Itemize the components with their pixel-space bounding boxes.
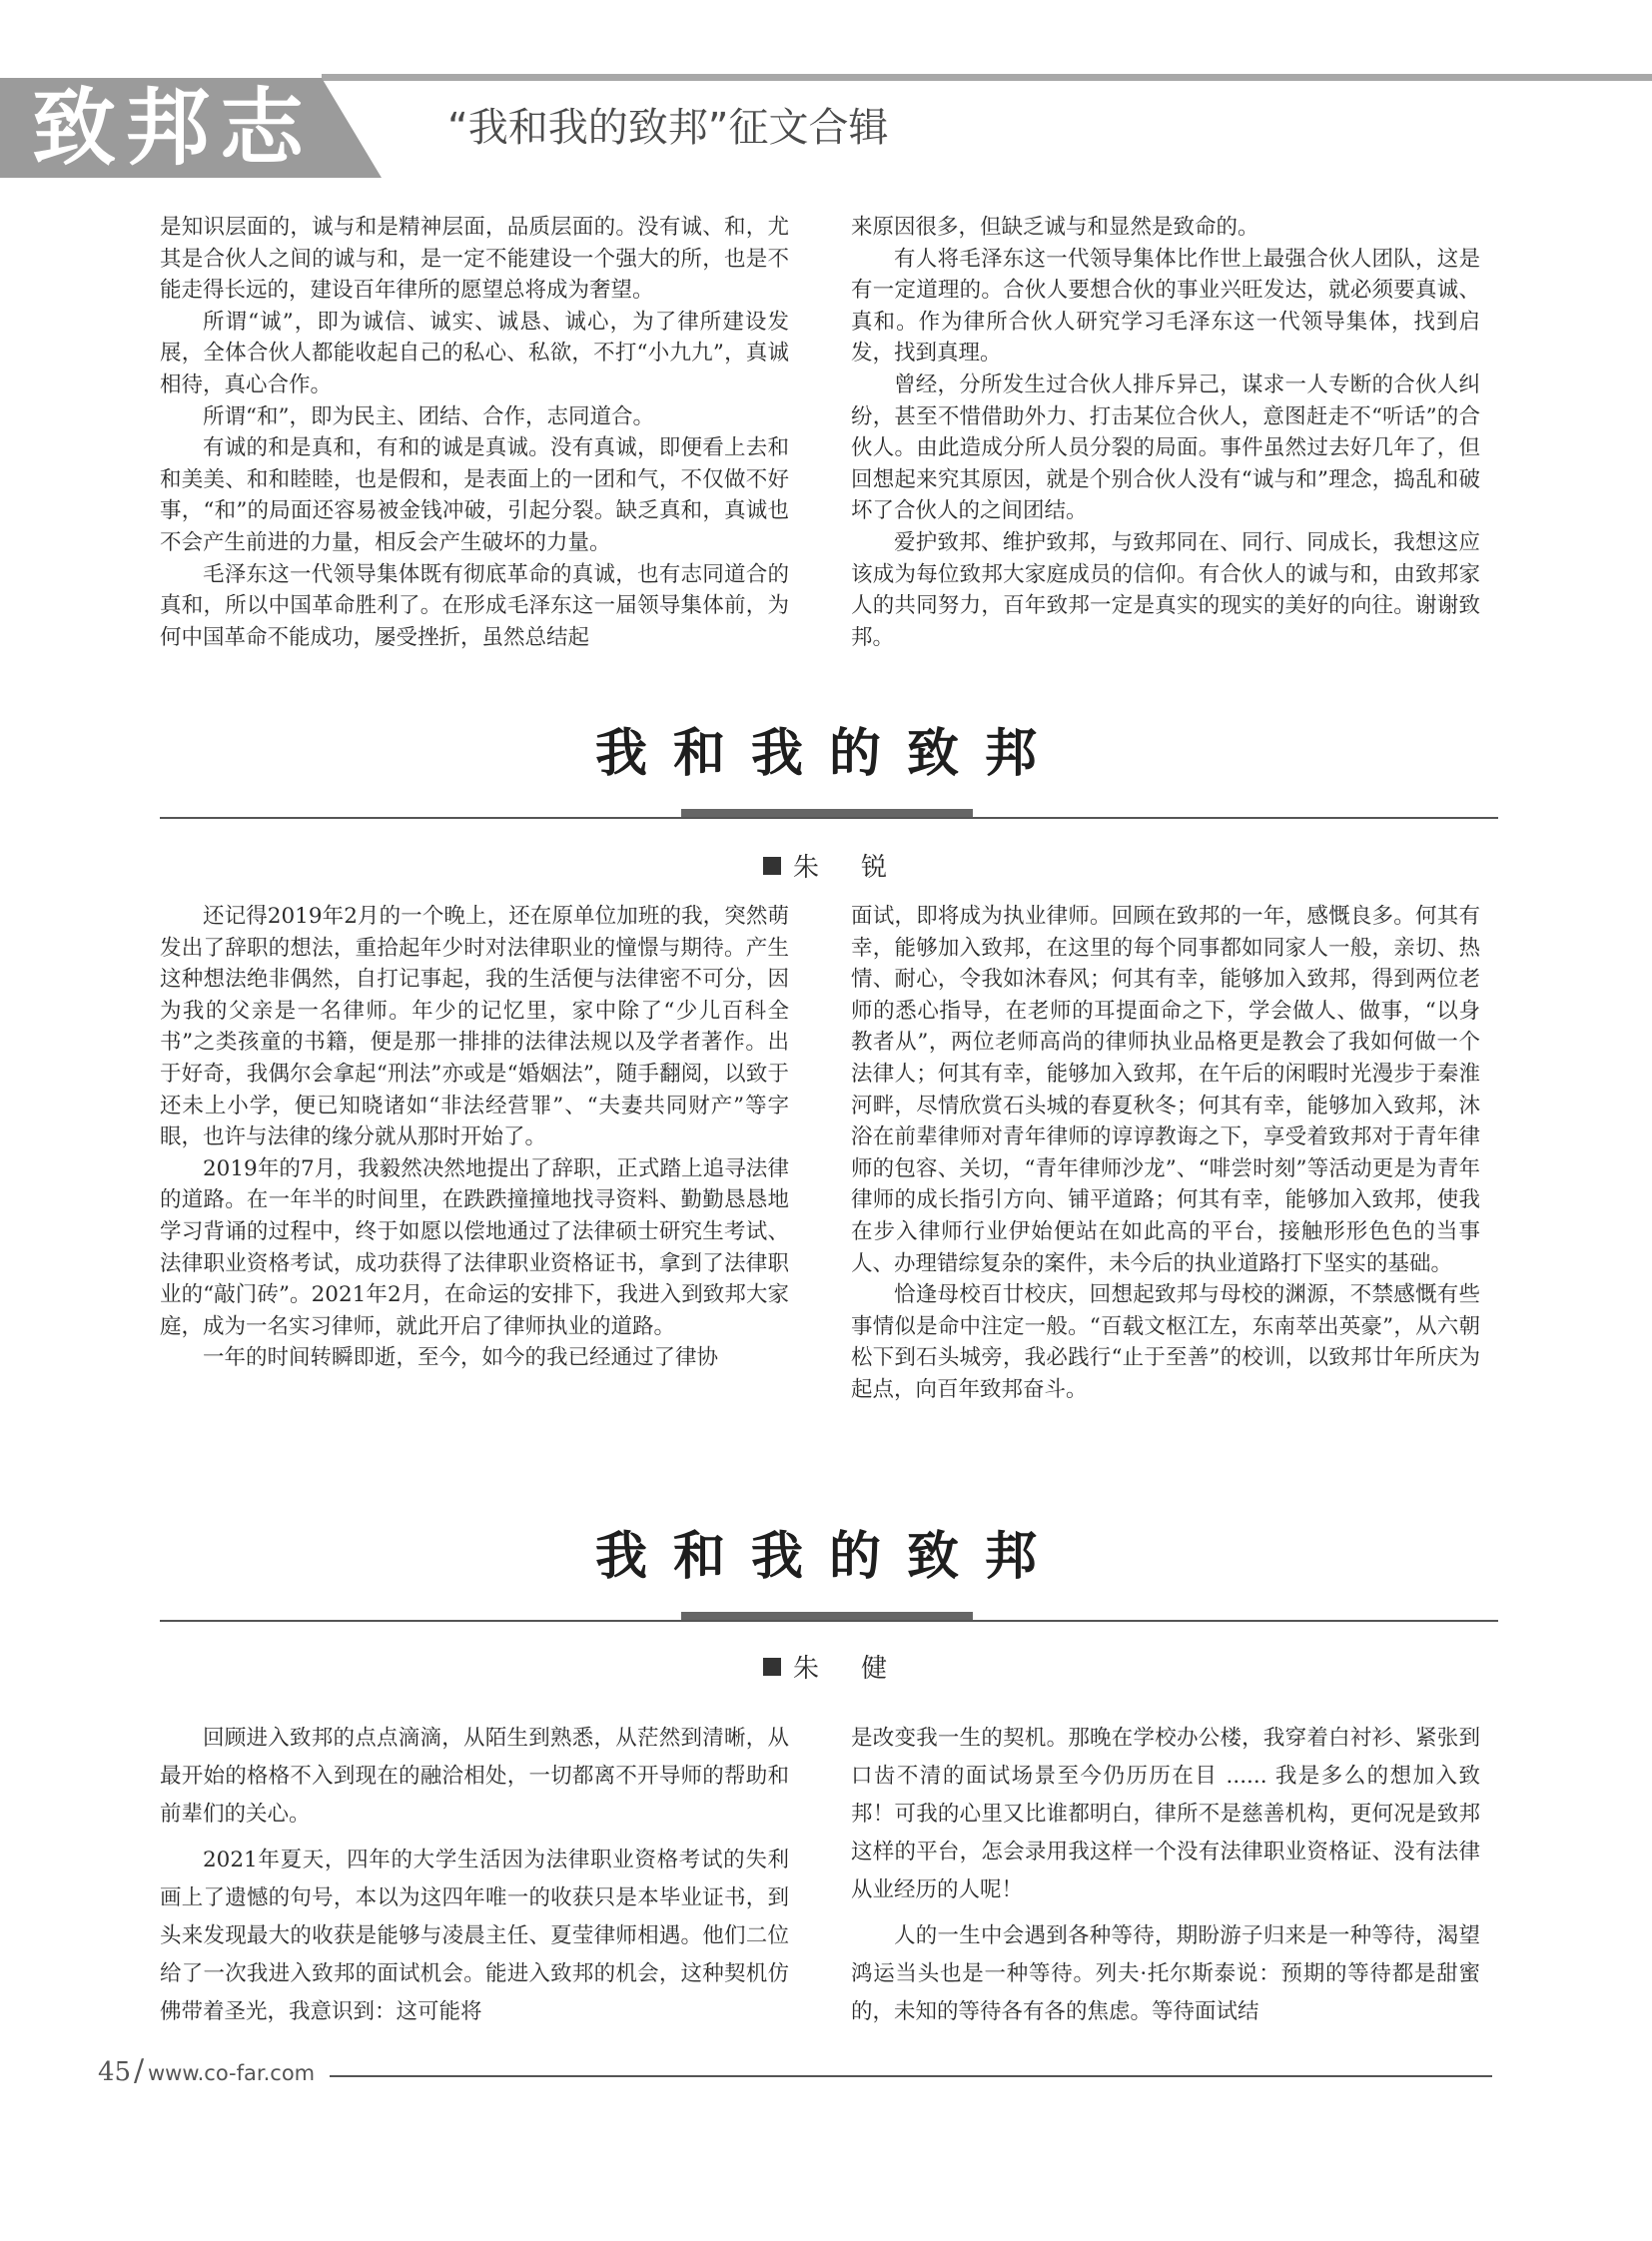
paragraph: 一年的时间转瞬即逝，至今，如今的我已经通过了律协 — [203, 1345, 719, 1371]
continued-left-column — [160, 212, 789, 653]
paragraph: 面试，即将成为执业律师。回顾在致邦的一年，感慨良多。何其有幸，能够加入致邦，在这里的每个同事都如同家人一般，亲切、热情、耐心，令我如沐春风；何其有幸，能够加入致邦，得到两位老师的悉心指导，在老师的耳提面命之下，学会做人、做事，“以身教者从”，两位老师高尚的律师执业品格更是教会了我如何做一个法律人；何其有幸，能够加入致邦，在午后的闲暇时光漫步于秦淮河畔，尽情欣赏石头城的春夏秋冬；何其有幸，能够加入致邦，沐浴在前辈律师对青年律师的谆谆教诲之下，享受着致邦对于青年律师的包容、关切，“青年律师沙龙”、“啡尝时刻”等活动更是为青年律师的成长指引方向、铺平道路；何其有幸，能够加入致邦，使我在步入律师行业伊始便站在如此高的平台，接触形形色色的当事人、办理错综复杂的案件，未今后的执业道路打下坚实的基础。 — [851, 904, 1480, 1276]
paragraph: 恰逢母校百廿校庆，回想起致邦与母校的渊源，不禁感慨有些事情似是命中注定一般。“百载文枢江左，东南萃出英豪”，从六朝松下到石头城旁，我必践行“止于至善”的校训，以致邦廿年所庆为起点，向百年致邦奋斗。 — [851, 1282, 1480, 1402]
footer-rule — [330, 2075, 1492, 2077]
author-name: 朱 锐 — [792, 853, 895, 883]
article-title: 我和我的致邦 — [594, 723, 1063, 784]
article-title: 我和我的致邦 — [594, 1526, 1063, 1587]
paragraph: 是知识层面的，诚与和是精神层面，品质层面的。没有诚、和，尤其是合伙人之间的诚与和，是一定不能建设一个强大的所，也是不能走得长远的，建设百年律所的愿望总将成为奢望。 — [160, 215, 789, 304]
paragraph: 回顾进入致邦的点点滴滴，从陌生到熟悉，从茫然到清晰，从最开始的格格不入到现在的融洽相处，一切都离不开导师的帮助和前辈们的关心。 — [160, 1726, 789, 1827]
paragraph: 所谓“和”，即为民主、团结、合作，志同道合。 — [203, 403, 654, 429]
continued-right-column — [851, 212, 1480, 653]
magazine-logo: 致邦志 — [32, 78, 315, 177]
paragraph: 2021年夏天，四年的大学生活因为法律职业资格考试的失利画上了遗憾的句号，本以为这四年唯一的收获只是本毕业证书，到头来发现最大的收获是能够与凌晨主任、夏莹律师相遇。他们二位给了一次我进入致邦的面试机会。能进入致邦的机会，这种契机仿佛带着圣光，我意识到：这可能将 — [160, 1848, 789, 2024]
author-square-icon — [763, 857, 781, 875]
article-author — [160, 847, 1498, 884]
paragraph: 来原因很多，但缺乏诚与和显然是致命的。 — [851, 215, 1259, 240]
header-rule — [322, 74, 1652, 81]
section-title: “我和我的致邦”征文合辑 — [447, 105, 889, 151]
paragraph: 还记得2019年2月的一个晚上，还在原单位加班的我，突然萌发出了辞职的想法，重拾起年少时对法律职业的憧憬与期待。产生这种想法绝非偶然，自打记事起，我的生活便与法律密不可分，因为我的父亲是一名律师。年少的记忆里，家中除了“少儿百科全书”之类孩童的书籍，便是那一排排的法律法规以及学者著作。出于好奇，我偶尔会拿起“刑法”亦或是“婚姻法”，随手翻阅，以致于还未上小学，便已知晓诸如“非法经营罪”、“夫妻共同财产”等字眼，也许与法律的缘分就从那时开始了。 — [160, 904, 789, 1150]
title-rule — [160, 817, 1498, 819]
paragraph: 2019年的7月，我毅然决然地提出了辞职，正式踏上追寻法律的道路。在一年半的时间里，在跌跌撞撞地找寻资料、勤勤恳恳地学习背诵的过程中，终于如愿以偿地通过了法律硕士研究生考试、法律职业资格考试，成功获得了法律职业资格证书，拿到了法律职业的“敲门砖”。2021年2月，在命运的安排下，我进入到致邦大家庭，成为一名实习律师，就此开启了律师执业的道路。 — [160, 1155, 789, 1339]
author-square-icon — [763, 1658, 781, 1676]
article2-left-column — [160, 1720, 789, 2039]
paragraph: 所谓“诚”，即为诚信、诚实、诚恳、诚心，为了律所建设发展，全体合伙人都能收起自己的私心、私欲，不打“小九九”，真诚相待，真心合作。 — [160, 309, 789, 397]
page-number: 45 — [98, 2057, 132, 2087]
article1-right-column — [851, 901, 1480, 1406]
article2-right-column — [851, 1720, 1480, 2039]
paragraph: 有人将毛泽东这一代领导集体比作世上最强合伙人团队，这是有一定道理的。合伙人要想合伙的事业兴旺发达，就必须要真诚、真和。作为律所合伙人研究学习毛泽东这一代领导集体，找到启发，找到真理。 — [851, 246, 1480, 367]
website-url: www.co-far.com — [148, 2061, 316, 2085]
paragraph: 曾经，分所发生过合伙人排斥异己，谋求一人专断的合伙人纠纷，甚至不惜借助外力、打击某位合伙人，意图赶走不“听话”的合伙人。由此造成分所人员分裂的局面。事件虽然过去好几年了，但回想起来究其原因，就是个别合伙人没有“诚与和”理念，捣乱和破坏了合伙人的之间团结。 — [851, 372, 1480, 524]
footer-slash: / — [134, 2053, 145, 2088]
paragraph: 有诚的和是真和，有和的诚是真诚。没有真诚，即便看上去和和美美、和和睦睦，也是假和，是表面上的一团和气，不仅做不好事，“和”的局面还容易被金钱冲破，引起分裂。缺乏真和，真诚也不会产生前进的力量，相反会产生破坏的力量。 — [160, 435, 789, 555]
paragraph: 爱护致邦、维护致邦，与致邦同在、同行、同成长，我想这应该成为每位致邦大家庭成员的信仰。有合伙人的诚与和，由致邦家人的共同努力，百年致邦一定是真实的现实的美好的向往。谢谢致邦。 — [851, 529, 1480, 650]
article-author — [160, 1648, 1498, 1685]
author-name: 朱 健 — [792, 1654, 895, 1684]
title-rule — [160, 1620, 1498, 1622]
paragraph: 人的一生中会遇到各种等待，期盼游子归来是一种等待，渴望鸿运当头也是一种等待。列夫·托尔斯泰说：预期的等待都是甜蜜的，未知的等待各有各的焦虑。等待面试结 — [851, 1923, 1480, 2024]
article1-left-column — [160, 901, 789, 1374]
paragraph: 毛泽东这一代领导集体既有彻底革命的真诚，也有志同道合的真和，所以中国革命胜利了。在形成毛泽东这一届领导集体前，为何中国革命不能成功，屡受挫折，虽然总结起 — [160, 561, 789, 650]
paragraph: 是改变我一生的契机。那晚在学校办公楼，我穿着白衬衫、紧张到口齿不清的面试场景至今仍历历在目 ...... 我是多么的想加入致邦！可我的心里又比谁都明白，律所不是慈善机构，更何况是致邦这样的平台，怎会录用我这样一个没有法律职业资格证、没有法律从业经历的人呢！ — [851, 1726, 1480, 1902]
